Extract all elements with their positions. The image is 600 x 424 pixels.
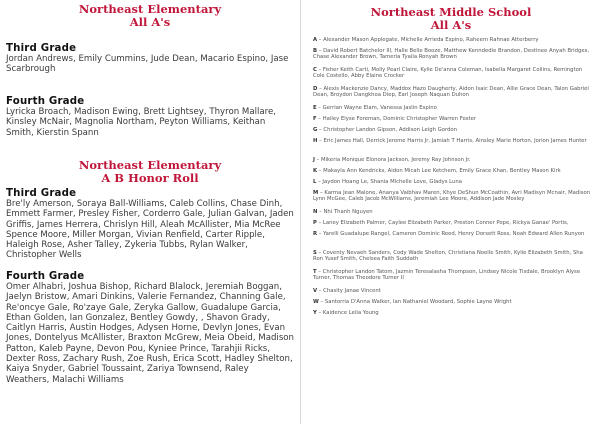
row-letter: D	[313, 86, 318, 92]
middle-school-row-b: B – David Robert Batchelor III, Halle Belle Booze, Matthew Kenndedie Brandon, Destinee Anyah Bridges, Chase Alexander Brown, Tameria Tyaila Ronyah Brown	[313, 48, 590, 61]
all-as-fourth-grade-heading: Fourth Grade	[6, 96, 85, 107]
row-names: Kaidence Leila Young	[322, 310, 379, 316]
middle-school-row-n: N – Nhi Thanh Nguyen	[313, 209, 373, 215]
all-as-fourth-grade-names: Lyricka Broach, Madison Ewing, Brett Lightsey, Thyron Mallare, Kinsley McNair, Magnolia Northam, Peyton Williams, Keithan Smith, Kierstin Spann	[6, 107, 277, 138]
row-letter: Y	[313, 310, 317, 316]
middle-school-row-m: M – Karma Jean Malone, Ananya Vaibhav Maren, Khye DeShun McCoathin, Avri Madisyn Mcnair, Madison Lynn McGee, Caleb Jacob McWilliams, Jeremiah Lee Moore, Addison Jade Mosley	[313, 190, 591, 203]
row-names: Hailey Elyse Foreman, Dominic Christopher Warren Foster	[322, 116, 477, 122]
row-letter: P	[313, 220, 317, 226]
row-letter: C	[313, 67, 317, 73]
row-names: Karma Jean Malone, Ananya Vaibhav Maren, Khye DeShun McCoathin, Avri Madisyn Mcnair, Madison Lynn McGee, Caleb Jacob McWilliams, Jeremiah Lee Moore, Addison Jade Mosley	[313, 190, 591, 203]
row-names: Mikeria Monique Elonora Jackson, Jeremy Ray Johnson Jr.	[321, 157, 471, 163]
middle-school-row-s: S – Coventy Nevaeh Sanders, Cody Wade Shelton, Christiana Noelle Smith, Kylie Elizabeth Smith, Sha Ron Yusef Smith, Chelsea Faith Suddath	[313, 250, 583, 263]
middle-school-row-e: E – Gerrian Wayne Elam, Vanessa Jaslin Espino	[313, 105, 437, 111]
elementary-title: Northeast Elementary	[78, 2, 222, 16]
middle-school-row-k: K – Makayla Ann Kendricks, Aidon Micah Lee Ketchem, Emily Grace Khan, Bentley Mason Kirk	[313, 168, 561, 174]
all-as-third-grade-heading: Third Grade	[6, 43, 77, 54]
row-letter: W	[313, 299, 319, 305]
row-letter: M	[313, 190, 319, 196]
row-names: Makayla Ann Kendricks, Aidon Micah Lee Ketchem, Emily Grace Khan, Bentley Mason Kirk	[323, 168, 561, 174]
middle-school-row-g: G – Christopher Landon Gipson, Addison Leigh Gordon	[313, 127, 458, 133]
row-letter: S	[313, 250, 317, 256]
middle-school-title: Northeast Middle School	[370, 5, 532, 19]
row-letter: G	[313, 127, 318, 133]
honor-roll-third-grade-names: Bre'ly Amerson, Soraya Ball-Williams, Caleb Collins, Chase Dinh, Emmett Farmer, Presley Fisher, Corderro Gale, Julian Galvan, Jaden Griffis, James Herrera, Chrislyn Hill, Aleah McAllister, Mia McRee Spence Moore, Miller Morgan, Vivian Renfield, Carter Ripple, Haleigh Rose, Asher Talley, Zykeria Tubbs, Rylan Walker, Christopher Wells	[6, 199, 294, 261]
row-names: Alexis Mackenzie Dancy, Maddox Hazo Daugherty, Aidon Isaic Dean, Allie Grace Dean, Talon Gabriel Dean, Broydon Dangkhoa Diep, Earl Joseph Naquan Duhon	[313, 86, 589, 99]
row-letter: V	[313, 288, 318, 294]
row-letter: K	[313, 168, 318, 174]
row-letter: L	[313, 179, 317, 185]
honor-roll-fourth-grade-section	[6, 271, 294, 385]
middle-school-row-r: R – Yarelli Guadalupe Rangel, Cameron Dominic Reed, Henry Dorsett Ross, Noah Edward Allen Runyon	[313, 231, 585, 237]
row-names: Gerrian Wayne Elam, Vanessa Jaslin Espino	[322, 105, 437, 111]
middle-school-row-h: H – Eric James Hall, Derrick Jerome Harris Jr, Jamiah T Harris, Ainsley Marie Horton, Jorion James Hunter	[313, 138, 587, 144]
honor-roll-fourth-grade-heading: Fourth Grade	[6, 271, 85, 282]
all-as-third-grade-section	[6, 43, 294, 75]
middle-school-row-l: L – Jaydon Hoang Le, Shania Michelle Love, Gladys Luna	[313, 179, 462, 185]
honor-roll-title: Northeast Elementary	[78, 158, 222, 172]
all-as-fourth-grade-section	[6, 96, 294, 138]
middle-school-row-a: A – Alexander Mason Applegate, Michelle Arrieda Espino, Raheem Rahnae Atterberry	[313, 37, 539, 43]
row-names: Christopher Landon Gipson, Addison Leigh Gordon	[323, 127, 458, 133]
honor-roll-third-grade-section	[6, 188, 294, 261]
middle-school-row-y: Y – Kaidence Leila Young	[313, 310, 379, 316]
row-letter: A	[313, 37, 318, 43]
middle-school-row-t: T – Christopher Landon Tatom, Jazmin Teresalasha Thompson, Lindsey Nicole Tisdale, Brooklyn Alyse Turner, Thomas Theodore Turner II	[313, 269, 581, 282]
honor-roll-subtitle: A B Honor Roll	[101, 171, 199, 185]
middle-school-row-j: J – Mikeria Monique Elonora Jackson, Jeremy Ray Johnson Jr.	[313, 157, 471, 163]
middle-school-row-c: C – Fisher Keith Carti, Molly Pearl Claire, Kylie De'anna Coleman, Isabella Margaret Collins, Remington Cole Costello, Abby Elaine Crocker	[313, 67, 583, 80]
row-letter: E	[313, 105, 317, 111]
middle-school-all-as-heading: All A's	[430, 18, 472, 32]
row-letter: H	[313, 138, 318, 144]
all-as-third-grade-names: Jordan Andrews, Emily Cummins, Jude Dean, Macario Espino, Jase Scarbrough	[6, 54, 289, 75]
row-names: David Robert Batchelor III, Halle Belle Booze, Matthew Kenndedie Brandon, Destinee Anyah Bridges, Chase Alexander Brown, Tameria Tyaila Ronyah Brown	[313, 48, 590, 61]
middle-school-row-w: W – Santorria D'Anna Walker, Ian Nathaniel Woodard, Sophie Layne Wright	[313, 299, 512, 305]
row-names: Santorria D'Anna Walker, Ian Nathaniel Woodard, Sophie Layne Wright	[324, 299, 512, 305]
row-names: Laney Elizabeth Palmer, Caylee Elizabeth Parker, Preston Conner Pope, Rickya Ganae' Portis,	[322, 220, 569, 226]
elementary-all-as-heading: All A's	[129, 15, 171, 29]
row-letter: J	[313, 157, 315, 163]
elementary-column	[0, 0, 296, 424]
row-names: Christopher Landon Tatom, Jazmin Teresalasha Thompson, Lindsey Nicole Tisdale, Brooklyn Alyse Turner, Thomas Theodore Turner II	[313, 269, 581, 282]
honor-roll-third-grade-heading: Third Grade	[6, 188, 77, 199]
row-letter: T	[313, 269, 317, 275]
row-names: Coventy Nevaeh Sanders, Cody Wade Shelton, Christiana Noelle Smith, Kylie Elizabeth Smith, Sha Ron Yusef Smith, Chelsea Faith Suddath	[313, 250, 583, 263]
row-names: Yarelli Guadalupe Rangel, Cameron Dominic Reed, Henry Dorsett Ross, Noah Edward Allen Runyon	[323, 231, 585, 237]
middle-school-row-p: P – Laney Elizabeth Palmer, Caylee Elizabeth Parker, Preston Conner Pope, Rickya Ganae' Portis,	[313, 220, 569, 226]
row-letter: B	[313, 48, 318, 54]
row-letter: R	[313, 231, 318, 237]
row-letter: F	[313, 116, 317, 122]
honor-roll-fourth-grade-names: Omer Alhabri, Joshua Bishop, Richard Blalock, Jeremiah Boggan, Jaelyn Bristow, Amari Dinkins, Valerie Fernandez, Channing Gale, Re'oncye Gale, Ro'zaye Gale, Zeryka Gallow, Guadalupe Garcia, Ethan Golden, Ian Gonzalez, Bentley Gowdy, , Shavon Grady, Caitlyn Harris, Austin Hodges, Adysen Horne, Devlyn Jones, Evan Jones, Dontelyus McAllister, Braxton McGrew, Meia Obeid, Madison Patton, Kaleb Payne, Devon Pou, Kyniee Prince, Tarahjii Ricks, Dexter Ross, Zachary Rush, Zoe Rush, Erica Scott, Hadley Shelton, Kaiya Snyder, Gabriel Toussaint, Zariya Townsend, Raley Weathers, Malachi Williams	[6, 282, 294, 385]
middle-school-column	[300, 0, 600, 424]
middle-school-row-d: D – Alexis Mackenzie Dancy, Maddox Hazo Daugherty, Aidon Isaic Dean, Allie Grace Dean, Talon Gabriel Dean, Broydon Dangkhoa Diep, Earl Joseph Naquan Duhon	[313, 86, 589, 99]
middle-school-row-v: V – Chasity Janae Vincent	[313, 288, 381, 294]
row-names: Chasity Janae Vincent	[323, 288, 381, 294]
middle-school-row-f: F – Hailey Elyse Foreman, Dominic Christopher Warren Foster	[313, 116, 477, 122]
row-names: Jaydon Hoang Le, Shania Michelle Love, Gladys Luna	[322, 179, 462, 185]
row-letter: N	[313, 209, 318, 215]
row-names: Alexander Mason Applegate, Michelle Arrieda Espino, Raheem Rahnae Atterberry	[323, 37, 539, 43]
row-names: Fisher Keith Carti, Molly Pearl Claire, Kylie De'anna Coleman, Isabella Margaret Collins, Remington Cole Costello, Abby Elaine Crocker	[313, 67, 583, 80]
row-names: Nhi Thanh Nguyen	[323, 209, 373, 215]
row-names: Eric James Hall, Derrick Jerome Harris Jr, Jamiah T Harris, Ainsley Marie Horton, Jorion James Hunter	[323, 138, 587, 144]
